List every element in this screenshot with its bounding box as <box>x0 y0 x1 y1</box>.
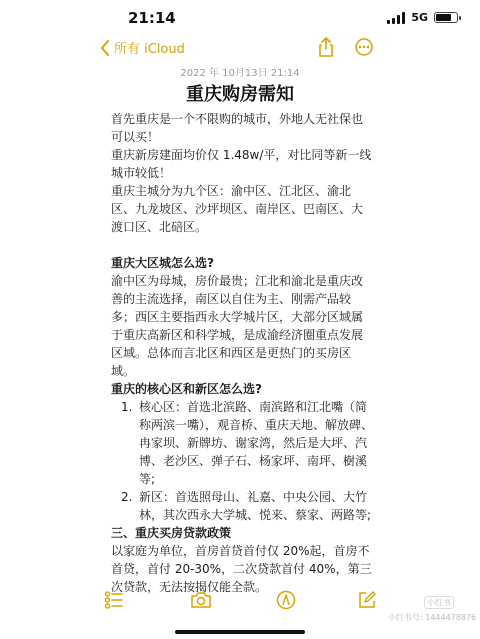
list-text: 核心区：首选北滨路、南滨路和江北嘴（简称两滨一嘴），观音桥、重庆天地、解放碑、冉家坝、新牌坊、谢家湾，然后是大坪、汽博、老沙区、弹子石、杨家坪、南坪、樹溪等; <box>139 400 374 486</box>
bottom-toolbar <box>0 590 480 614</box>
note-body[interactable] <box>111 110 373 596</box>
home-indicator <box>175 630 305 634</box>
section-heading: 重庆大区城怎么选? <box>111 256 214 270</box>
note-paragraph: 首先重庆是一个不限购的城市，外地人无社保也可以买！ <box>111 112 364 144</box>
note-title[interactable]: 重庆购房需知 <box>186 84 294 105</box>
checklist-button[interactable] <box>104 590 124 614</box>
list-item <box>111 488 373 524</box>
share-icon <box>318 37 334 57</box>
compose-button[interactable] <box>357 590 377 614</box>
back-label: 所有 iCloud <box>114 42 185 57</box>
status-indicators <box>387 11 458 24</box>
markup-pen-icon <box>276 590 296 610</box>
battery-icon <box>434 12 458 23</box>
list-number: 2. <box>121 490 133 504</box>
share-button[interactable] <box>318 37 334 61</box>
status-time: 21:14 <box>128 9 176 27</box>
note-paragraph: 重庆主城分为九个区：渝中区、江北区、渝北区、九龙坡区、沙坪坝区、南岸区、巴南区、大渡口区、北碚区。 <box>111 184 364 234</box>
camera-button[interactable] <box>190 590 212 614</box>
nav-bar <box>0 34 480 64</box>
watermark: 小红书号: 1444478876 <box>388 613 477 622</box>
markup-button[interactable] <box>276 590 296 614</box>
chevron-left-icon <box>100 40 110 56</box>
section-heading: 三、重庆买房贷款政策 <box>111 526 232 540</box>
network-type: 5G <box>411 11 428 24</box>
list-number: 1. <box>121 400 133 414</box>
note-paragraph: 渝中区为母城，房价最贵；江北和渝北是重庆改善的主流选择，南区以自住为主、刚需产品较多；西区主要指西永大学城片区，大部分区域属于重庆高新区和科学城，是成渝经济圈重点发展区域。总体而言北区和西区是更热门的买房区域。 <box>111 274 364 378</box>
camera-icon <box>190 590 212 610</box>
note-paragraph: 重庆新房建面均价仅 1.48w/平，对比同等新一线城市较低！ <box>111 148 372 180</box>
ellipsis-circle-icon <box>355 38 373 56</box>
list-item <box>111 398 373 488</box>
watermark-badge: 小红书 <box>424 596 454 609</box>
checklist-icon <box>104 590 124 610</box>
list-text: 新区：首选照母山、礼嘉、中央公园、大竹林，其次西永大学城、悦来、蔡家、两路等; <box>139 490 372 522</box>
more-button[interactable] <box>355 38 373 60</box>
signal-icon <box>387 12 405 24</box>
note-paragraph: 以家庭为单位，首房首贷首付仅 20%起，首房不首贷，首付 20-30%，二次贷款首付 40%，第三次贷款，无法按揭仅能全款。 <box>111 544 372 594</box>
note-date: 2022 年 10月13日 21:14 <box>180 68 300 79</box>
back-button[interactable] <box>100 38 185 57</box>
section-heading: 重庆的核心区和新区怎么选? <box>111 382 262 396</box>
compose-icon <box>357 590 377 610</box>
status-bar <box>0 0 480 34</box>
